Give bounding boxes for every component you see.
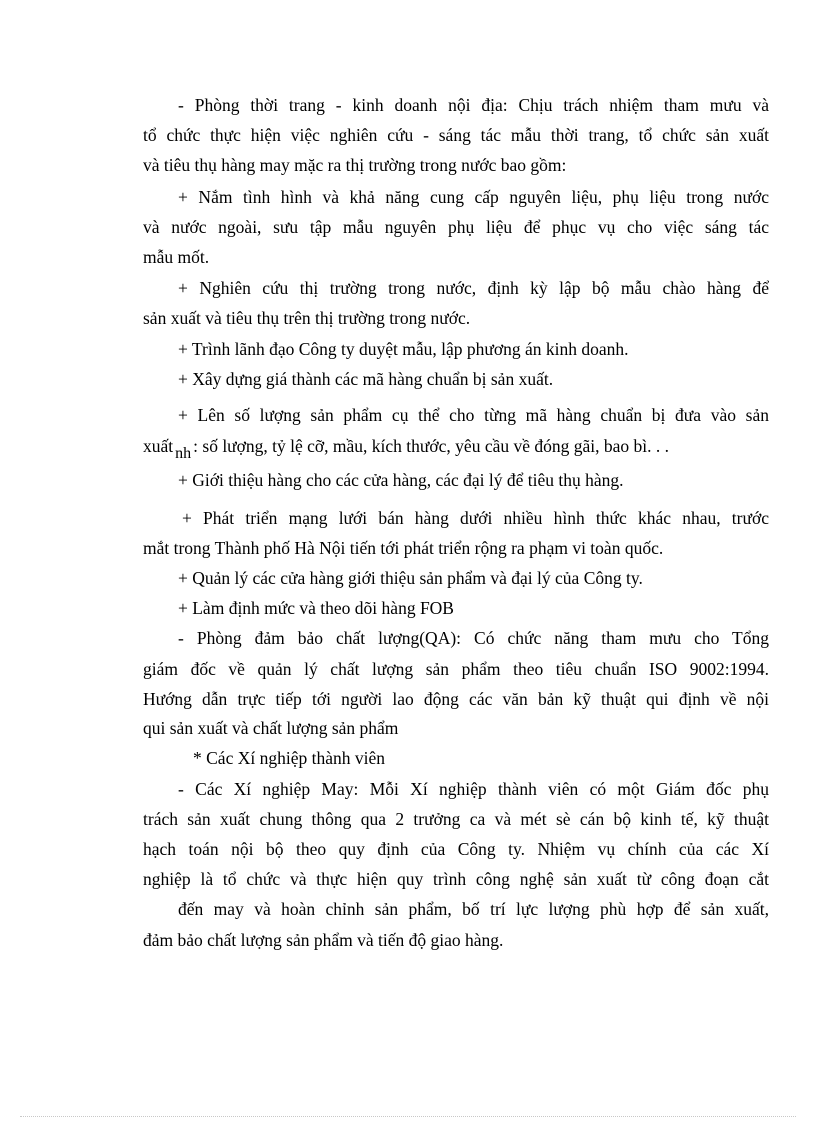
text-line-12 xyxy=(143,434,769,460)
text-line-2: tổ chức thực hiện việc nghiên cứu - sáng tác mẫu thời trang, tổ chức sản xuất xyxy=(143,125,769,145)
text-line-7: + Nghiên cứu thị trường trong nước, định kỳ lập bộ mẫu chào hàng để xyxy=(178,278,769,298)
text-line-17: + Làm định mức và theo dõi hàng FOB xyxy=(178,598,454,618)
text-line-6: mẫu mốt. xyxy=(143,247,210,267)
text-line-19: giám đốc về quản lý chất lượng sản phẩm theo tiêu chuẩn ISO 9002:1994. xyxy=(143,659,769,679)
text-line-22: * Các Xí nghiệp thành viên xyxy=(193,748,385,768)
text-line-23: - Các Xí nghiệp May: Mỗi Xí nghiệp thành viên có một Giám đốc phụ xyxy=(178,779,769,799)
text-line-16: + Quản lý các cửa hàng giới thiệu sản phẩm và đại lý của Công ty. xyxy=(178,568,643,588)
text-line-27: đến may và hoàn chỉnh sản phẩm, bố trí lực lượng phù hợp để sản xuất, xyxy=(178,899,769,919)
text-line-20: Hướng dẫn trực tiếp tới người lao động các văn bản kỹ thuật qui định về nội xyxy=(143,689,769,709)
text-line-28: đảm bảo chất lượng sản phẩm và tiến độ giao hàng. xyxy=(143,930,504,950)
text-line-15: mắt trong Thành phố Hà Nội tiến tới phát triển rộng ra phạm vi toàn quốc. xyxy=(143,538,664,558)
text-line-12-rest: : số lượng, tỷ lệ cỡ, mầu, kích thước, yêu cầu về đóng gãi, bao bì. . . xyxy=(193,436,670,456)
text-line-12-prefix: xuất xyxy=(143,436,174,456)
text-line-26: nghiệp là tổ chức và thực hiện quy trình công nghệ sản xuất từ công đoạn cắt xyxy=(143,869,769,889)
text-line-3: và tiêu thụ hàng may mặc ra thị trường trong nước bao gồm: xyxy=(143,155,567,175)
text-line-10: + Xây dựng giá thành các mã hàng chuẩn bị sản xuất. xyxy=(178,369,554,389)
text-line-14: + Phát triển mạng lưới bán hàng dưới nhiều hình thức khác nhau, trước xyxy=(182,508,769,528)
text-line-24: trách sản xuất chung thông qua 2 trưởng ca và mét sè cán bộ kinh tế, kỹ thuật xyxy=(143,809,769,829)
text-line-1: - Phòng thời trang - kinh doanh nội địa: Chịu trách nhiệm tham mưu và xyxy=(178,95,769,115)
text-line-18: - Phòng đảm bảo chất lượng(QA): Có chức năng tham mưu cho Tổng xyxy=(178,628,769,648)
text-line-9: + Trình lãnh đạo Công ty duyệt mẫu, lập phương án kinh doanh. xyxy=(178,339,629,359)
text-line-12-sub: nh xyxy=(175,445,192,462)
text-line-11: + Lên số lượng sản phẩm cụ thể cho từng mã hàng chuẩn bị đưa vào sản xyxy=(178,405,769,425)
text-line-8: sản xuất và tiêu thụ trên thị trường trong nước. xyxy=(143,308,471,328)
text-line-4: + Nắm tình hình và khả năng cung cấp nguyên liệu, phụ liệu trong nước xyxy=(178,187,769,207)
text-line-21: qui sản xuất và chất lượng sản phẩm xyxy=(143,718,399,738)
text-line-13: + Giới thiệu hàng cho các cửa hàng, các đại lý để tiêu thụ hàng. xyxy=(178,470,624,490)
text-line-5: và nước ngoài, sưu tập mẫu nguyên phụ liệu để phục vụ cho việc sáng tác xyxy=(143,217,769,237)
text-line-25: hạch toán nội bộ theo quy định của Công ty. Nhiệm vụ chính của các Xí xyxy=(143,839,769,859)
footer-dotted-rule xyxy=(20,1116,796,1117)
